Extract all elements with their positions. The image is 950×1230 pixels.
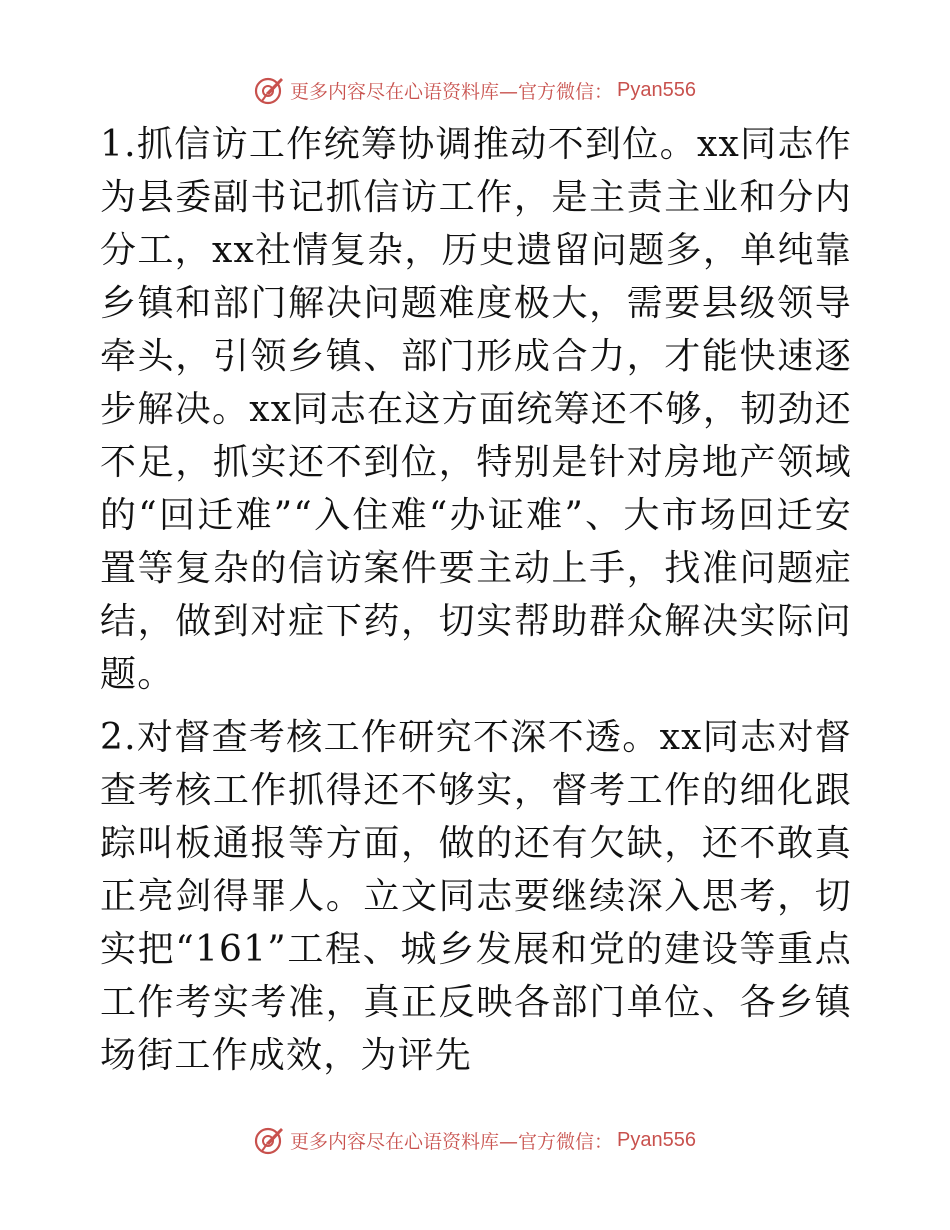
header-watermark bbox=[0, 73, 950, 107]
paragraph-1: 1.抓信访工作统筹协调推动不到位。xx同志作为县委副书记抓信访工作，是主责主业和分内分工，xx社情复杂，历史遗留问题多，单纯靠乡镇和部门解决问题难度极大，需要县级领导牵头，引领乡镇、部门形成合力，才能快速逐步解决。xx同志在这方面统筹还不够，韧劲还不足，抓实还不到位，特别是针对房地产领域的“回迁难”“入住难“办证难”、大市场回迁安置等复杂的信访案件要主动上手，找准问题症结，做到对症下药，切实帮助群众解决实际问题。 bbox=[100, 124, 852, 695]
footer-watermark bbox=[0, 1123, 950, 1157]
watermark-text: 更多内容尽在心语资料库—官方微信： bbox=[290, 80, 614, 103]
paragraph-2: 2.对督查考核工作研究不深不透。xx同志对督查考核工作抓得还不够实，督考工作的细化跟踪叫板通报等方面，做的还有欠缺，还不敢真正亮剑得罪人。立文同志要继续深入思考，切实把“161”工程、城乡发展和党的建设等重点工作考实考准，真正反映各部门单位、各乡镇场街工作成效，为评先 bbox=[100, 717, 852, 1076]
quill-logo-icon bbox=[254, 1124, 286, 1156]
watermark-wechat-id: Pyan556 bbox=[617, 1128, 696, 1151]
watermark-wechat-id: Pyan556 bbox=[617, 78, 696, 101]
watermark-group bbox=[254, 74, 696, 106]
quill-logo-icon bbox=[254, 74, 286, 106]
watermark-group bbox=[254, 1124, 696, 1156]
watermark-text: 更多内容尽在心语资料库—官方微信： bbox=[290, 1130, 614, 1153]
body-text bbox=[100, 118, 852, 1082]
